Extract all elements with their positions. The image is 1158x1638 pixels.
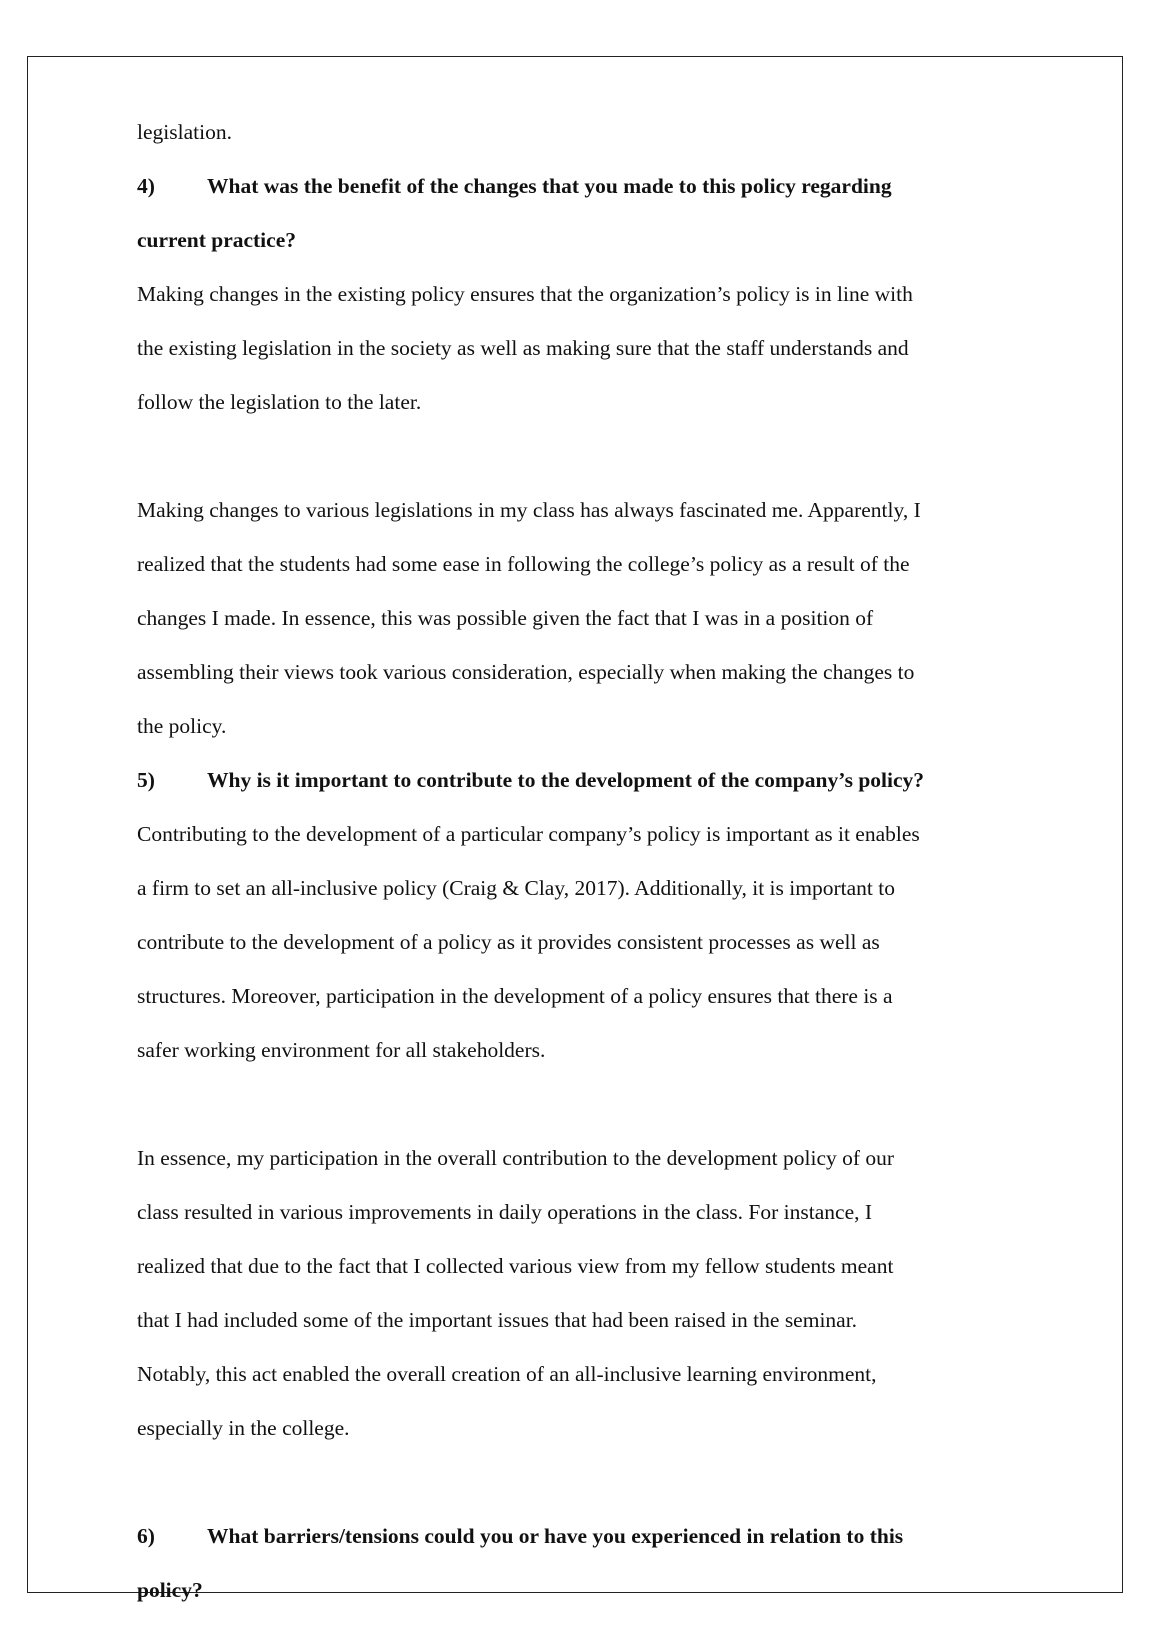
q4-para2-line: realized that the students had some ease in following the college’s policy as a result of the [137, 552, 910, 576]
q5-para2-line: that I had included some of the important issues that had been raised in the seminar. [137, 1308, 858, 1332]
q5-para1-line: a firm to set an all-inclusive policy (Craig & Clay, 2017). Additionally, it is important to [137, 876, 895, 900]
question-5-number: 5) [137, 768, 155, 792]
q5-para1-line: safer working environment for all stakeholders. [137, 1038, 546, 1062]
q5-para2-line: especially in the college. [137, 1416, 350, 1440]
document-body [137, 105, 1017, 1617]
question-6-text-line-2: policy? [137, 1578, 203, 1602]
question-4-number: 4) [137, 174, 155, 198]
q4-para2-line: Making changes to various legislations in my class has always fascinated me. Apparently, I [137, 498, 921, 522]
q5-para1-line: contribute to the development of a policy as it provides consistent processes as well as [137, 930, 880, 954]
q5-para1-line: structures. Moreover, participation in the development of a policy ensures that there is a [137, 984, 893, 1008]
intro-line: legislation. [137, 120, 232, 144]
question-4-text-line-2: current practice? [137, 228, 296, 252]
q4-para2-line: the policy. [137, 714, 227, 738]
q5-para2-line: In essence, my participation in the overall contribution to the development policy of our [137, 1146, 895, 1170]
q4-para1-line: follow the legislation to the later. [137, 390, 422, 414]
paragraph-gap [137, 1077, 1017, 1131]
q5-para2-line: Notably, this act enabled the overall creation of an all-inclusive learning environment, [137, 1362, 877, 1386]
question-6-heading [137, 1509, 1017, 1563]
q4-para2-line: assembling their views took various consideration, especially when making the changes to [137, 660, 915, 684]
question-6-text-line-1: What barriers/tensions could you or have you experienced in relation to this [207, 1524, 904, 1548]
question-6-number: 6) [137, 1524, 155, 1548]
question-5-text-line-1: Why is it important to contribute to the development of the company’s policy? [207, 768, 925, 792]
q5-para2-line: class resulted in various improvements in daily operations in the class. For instance, I [137, 1200, 873, 1224]
question-4-text-line-1: What was the benefit of the changes that you made to this policy regarding [207, 174, 892, 198]
q5-para2-line: realized that due to the fact that I collected various view from my fellow students meant [137, 1254, 894, 1278]
q4-para1-line: Making changes in the existing policy ensures that the organization’s policy is in line with [137, 282, 913, 306]
paragraph-gap [137, 1455, 1017, 1509]
q4-para1-line: the existing legislation in the society as well as making sure that the staff understands and [137, 336, 909, 360]
question-4-heading [137, 159, 1017, 213]
paragraph-gap [137, 429, 1017, 483]
q5-para1-line: Contributing to the development of a particular company’s policy is important as it enables [137, 822, 920, 846]
page-border [27, 56, 1123, 1602]
question-5-heading [137, 753, 1017, 807]
q4-para2-line: changes I made. In essence, this was possible given the fact that I was in a position of [137, 606, 874, 630]
